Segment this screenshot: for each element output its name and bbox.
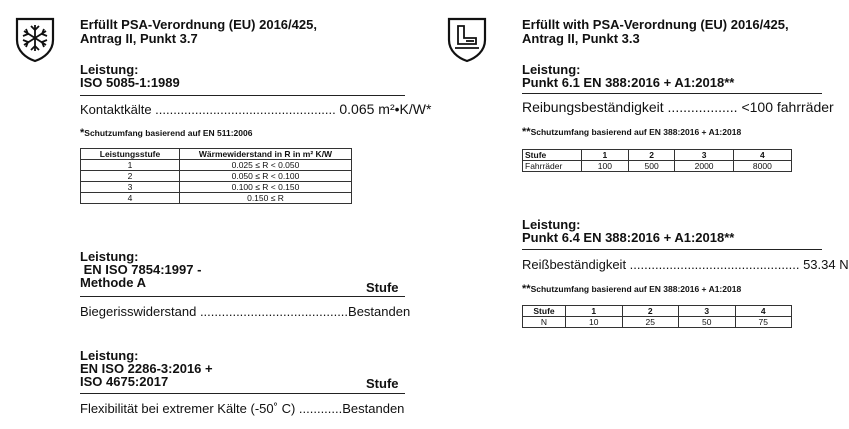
left-section2-line: Biegerisswiderstand .........................................Bestanden — [80, 304, 411, 319]
right-section2-title: Leistung: Punkt 6.4 EN 388:2016 + A1:2018** — [522, 217, 735, 245]
right-header: Erfüllt with PSA-Verordnung (EU) 2016/425, Antrag II, Punkt 3.3 — [522, 17, 789, 46]
stufe-label: Stufe — [366, 376, 399, 391]
stufe-label: Stufe — [366, 280, 399, 295]
divider — [80, 296, 405, 297]
right-section2-note: **Schutzumfang basierend auf EN 388:2016 + A1:2018 — [522, 283, 742, 295]
left-section2-title: Leistung: EN ISO 7854:1997 - Methode A — [80, 249, 202, 290]
right-section1-title: Leistung: Punkt 6.1 EN 388:2016 + A1:2018** — [522, 62, 735, 90]
table-row: 1 0.025 ≤ R < 0.050 — [81, 160, 352, 171]
left-section1-title: Leistung: ISO 5085-1:1989 — [80, 62, 180, 90]
right-section1-line: Reibungsbeständigkeit .................. <100 fahrräder — [522, 99, 834, 115]
divider — [80, 95, 405, 96]
left-section3-line: Flexibilität bei extremer Kälte (-50˚ C) ............Bestanden — [80, 401, 405, 416]
table-header-row: Leistungsstufe Wärmewiderstand in R in m² K/W — [81, 149, 352, 160]
table-row: N 10 25 50 75 — [523, 317, 792, 328]
left-section1-line: Kontaktkälte .................................................. 0.065 m²•K/W* — [80, 101, 432, 117]
right-section1-note: **Schutzumfang basierend auf EN 388:2016 + A1:2018 — [522, 126, 742, 138]
divider — [80, 393, 405, 394]
divider — [522, 249, 822, 250]
left-section3-title: Leistung: EN ISO 2286-3:2016 + ISO 4675:2017 — [80, 348, 213, 389]
table-row: 4 0.150 ≤ R — [81, 193, 352, 204]
table-row: 3 0.100 ≤ R < 0.150 — [81, 182, 352, 193]
table-row: Fahrräder 100 500 2000 8000 — [523, 161, 792, 172]
right-section2-line: Reißbeständigkeit ............................................... 53.34 N — [522, 257, 849, 272]
table-row: 2 0.050 ≤ R < 0.100 — [81, 171, 352, 182]
abrasion-shield-icon — [446, 16, 488, 62]
left-section1-note: *Schutzumfang basierend auf EN 511:2006 — [80, 127, 253, 139]
thermal-resistance-table — [80, 148, 352, 204]
snowflake-shield-icon — [14, 16, 56, 62]
table-header-row: Stufe 1 2 3 4 — [523, 150, 792, 161]
abrasion-table — [522, 149, 792, 172]
left-header: Erfüllt PSA-Verordnung (EU) 2016/425, Antrag II, Punkt 3.7 — [80, 17, 317, 46]
tear-table — [522, 305, 792, 328]
table-header-row: Stufe 1 2 3 4 — [523, 306, 792, 317]
divider — [522, 93, 822, 94]
